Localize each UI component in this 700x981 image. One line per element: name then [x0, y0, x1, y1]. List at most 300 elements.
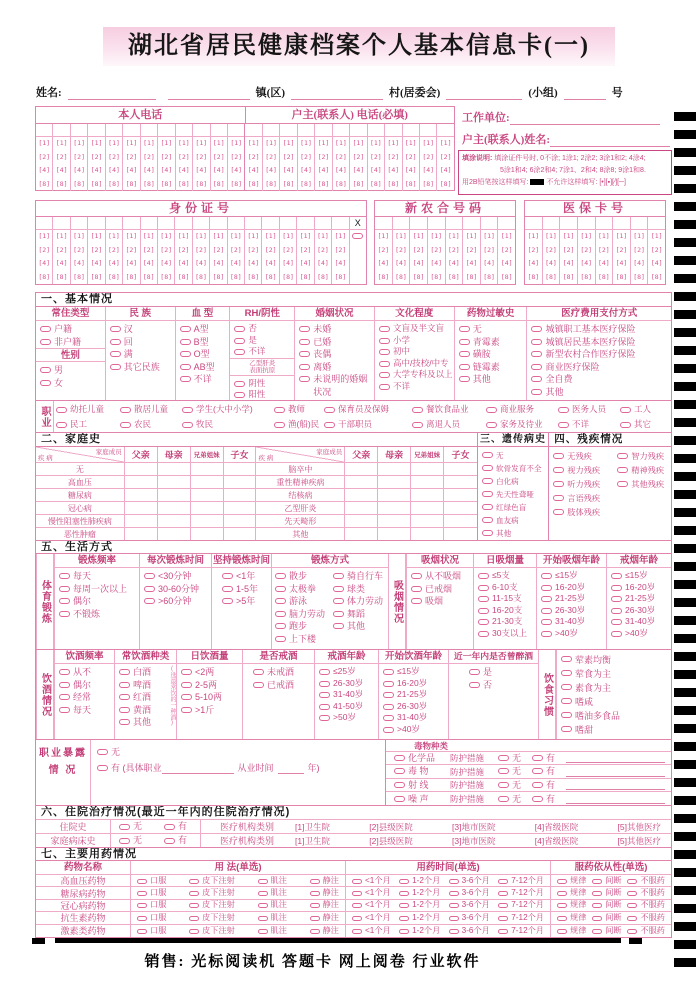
checkbox[interactable]: [274, 422, 285, 428]
digit-bubble[interactable]: [8]: [352, 179, 365, 188]
digit-box[interactable]: [36, 217, 52, 230]
checkbox[interactable]: [253, 682, 264, 688]
checkbox[interactable]: [498, 879, 508, 884]
digit-bubble[interactable]: [4]: [177, 166, 190, 174]
checkbox-option[interactable]: [557, 926, 586, 936]
checkbox[interactable]: [498, 796, 509, 802]
checkbox[interactable]: [275, 636, 286, 642]
checkbox[interactable]: [399, 916, 409, 921]
checkbox[interactable]: [531, 351, 542, 357]
checkbox[interactable]: [59, 586, 70, 592]
checkbox-option[interactable]: [561, 723, 671, 737]
digit-bubble[interactable]: [2]: [317, 152, 330, 161]
checkbox[interactable]: [59, 707, 70, 713]
digit-box[interactable]: [262, 217, 278, 230]
checkbox-option[interactable]: [310, 926, 339, 936]
checkbox-option[interactable]: [253, 679, 314, 692]
digit-bubble[interactable]: [8]: [212, 272, 225, 281]
family-history-cell[interactable]: [345, 528, 378, 540]
checkbox[interactable]: [592, 903, 602, 908]
checkbox-option[interactable]: [189, 876, 235, 886]
checkbox-option[interactable]: [333, 570, 388, 583]
checkbox-option[interactable]: [541, 570, 606, 582]
digit-bubble[interactable]: [8]: [545, 272, 557, 281]
checkbox-option[interactable]: [611, 593, 671, 605]
checkbox-option[interactable]: [59, 666, 114, 679]
checkbox[interactable]: [541, 608, 552, 614]
checkbox-option[interactable]: [532, 779, 566, 792]
family-history-cell[interactable]: [191, 515, 224, 527]
checkbox-option[interactable]: [379, 335, 454, 347]
checkbox-option[interactable]: [310, 900, 339, 910]
checkbox-option[interactable]: [383, 701, 448, 713]
org-option[interactable]: [4]省级医院: [534, 821, 579, 832]
digit-bubble[interactable]: [8]: [404, 179, 417, 188]
digit-bubble[interactable]: [4]: [404, 166, 417, 174]
digit-bubble[interactable]: [4]: [108, 259, 120, 267]
family-history-cell[interactable]: [158, 476, 191, 488]
digit-bubble[interactable]: [1]: [282, 139, 295, 147]
checkbox-option[interactable]: [383, 689, 448, 701]
checkbox[interactable]: [592, 879, 602, 884]
checkbox[interactable]: [352, 903, 362, 908]
family-history-cell[interactable]: [125, 515, 158, 527]
digit-bubble[interactable]: [1]: [229, 232, 242, 240]
checkbox[interactable]: [310, 903, 320, 908]
checkbox[interactable]: [411, 598, 422, 604]
checkbox-option[interactable]: [498, 779, 532, 792]
org-option[interactable]: [5]其他医疗: [617, 821, 661, 832]
checkbox[interactable]: [611, 585, 622, 591]
checkbox[interactable]: [110, 364, 121, 370]
checkbox-option[interactable]: [119, 691, 168, 704]
checkbox-option[interactable]: [352, 888, 391, 898]
checkbox[interactable]: [234, 381, 245, 387]
checkbox-option[interactable]: [459, 336, 527, 349]
digit-bubble[interactable]: [1]: [247, 139, 260, 147]
digit-box[interactable]: [211, 124, 227, 137]
checkbox[interactable]: [532, 796, 543, 802]
family-history-cell[interactable]: [444, 528, 477, 540]
checkbox-option[interactable]: [181, 679, 242, 692]
checkbox-option[interactable]: [324, 404, 412, 414]
checkbox[interactable]: [164, 824, 175, 830]
checkbox-option[interactable]: [532, 752, 566, 765]
digit-box[interactable]: [578, 217, 595, 230]
checkbox[interactable]: [59, 694, 70, 700]
digit-bubble[interactable]: [8]: [160, 272, 173, 281]
digit-box[interactable]: [385, 124, 401, 137]
digit-bubble[interactable]: [1]: [38, 139, 51, 147]
digit-bubble[interactable]: [4]: [335, 166, 347, 174]
family-history-cell[interactable]: [444, 502, 477, 514]
checkbox[interactable]: [119, 682, 130, 688]
checkbox-option[interactable]: [532, 793, 566, 806]
family-history-cell[interactable]: [345, 463, 378, 475]
digit-bubble[interactable]: [2]: [282, 245, 294, 254]
checkbox-option[interactable]: [478, 582, 536, 594]
checkbox-option[interactable]: [40, 323, 105, 336]
checkbox-option[interactable]: [498, 765, 532, 778]
checkbox[interactable]: [617, 481, 628, 487]
digit-bubble[interactable]: [8]: [125, 272, 138, 281]
checkbox-option[interactable]: [275, 583, 330, 596]
checkbox-option[interactable]: [617, 478, 671, 492]
checkbox[interactable]: [40, 339, 51, 345]
family-history-cell[interactable]: [345, 489, 378, 501]
digit-bubble[interactable]: [4]: [230, 166, 243, 174]
checkbox-option[interactable]: [299, 361, 374, 374]
checkbox-option[interactable]: [234, 346, 294, 358]
digit-bubble[interactable]: [4]: [369, 166, 382, 174]
checkbox-option[interactable]: [299, 336, 374, 349]
checkbox[interactable]: [399, 879, 409, 884]
checkbox[interactable]: [299, 351, 310, 357]
checkbox-option[interactable]: [234, 378, 294, 390]
checkbox[interactable]: [383, 715, 394, 721]
checkbox-option[interactable]: [482, 501, 548, 514]
checkbox-option[interactable]: [119, 704, 168, 717]
digit-box[interactable]: [123, 124, 139, 137]
checkbox-option[interactable]: [144, 595, 211, 608]
checkbox-option[interactable]: [553, 464, 613, 478]
digit-bubble[interactable]: [8]: [108, 179, 120, 188]
digit-bubble[interactable]: [4]: [265, 166, 277, 174]
digit-bubble[interactable]: [2]: [108, 152, 120, 161]
digit-bubble[interactable]: [1]: [465, 232, 478, 240]
digit-box[interactable]: [88, 217, 104, 230]
checkbox[interactable]: [498, 929, 508, 934]
digit-bubble[interactable]: [8]: [142, 272, 155, 281]
org-option[interactable]: [2]县级医院: [369, 821, 413, 832]
digit-bubble[interactable]: [2]: [483, 245, 495, 254]
checkbox[interactable]: [59, 611, 70, 617]
checkbox-option[interactable]: [275, 570, 330, 583]
digit-bubble[interactable]: [4]: [125, 259, 138, 267]
checkbox[interactable]: [253, 669, 264, 675]
name-field[interactable]: [68, 88, 156, 100]
family-history-cell[interactable]: [158, 528, 191, 540]
digit-bubble[interactable]: [8]: [317, 272, 329, 281]
checkbox-option[interactable]: [333, 583, 388, 596]
protection-detail-field[interactable]: [566, 767, 665, 777]
checkbox[interactable]: [394, 782, 405, 788]
checkbox[interactable]: [120, 407, 131, 413]
digit-bubble[interactable]: [1]: [73, 139, 85, 147]
checkbox[interactable]: [119, 669, 130, 675]
checkbox[interactable]: [557, 916, 567, 921]
checkbox-option[interactable]: [394, 793, 450, 806]
family-history-cell[interactable]: [378, 528, 411, 540]
checkbox[interactable]: [110, 339, 121, 345]
digit-bubble[interactable]: [2]: [55, 152, 68, 161]
digit-bubble[interactable]: [1]: [212, 139, 225, 147]
checkbox-option[interactable]: [394, 765, 450, 778]
digit-bubble[interactable]: [8]: [580, 272, 593, 281]
digit-box[interactable]: [158, 217, 174, 230]
checkbox[interactable]: [299, 376, 310, 382]
digit-bubble[interactable]: [8]: [195, 272, 207, 281]
checkbox[interactable]: [482, 504, 493, 510]
checkbox-option[interactable]: [627, 926, 665, 936]
org-option[interactable]: [4]省级医院: [534, 835, 579, 846]
checkbox[interactable]: [333, 598, 344, 604]
family-history-cell[interactable]: [158, 515, 191, 527]
checkbox[interactable]: [553, 467, 564, 473]
checkbox-option[interactable]: [482, 488, 548, 501]
digit-box[interactable]: [210, 217, 226, 230]
digit-bubble[interactable]: [4]: [38, 259, 51, 267]
digit-bubble[interactable]: [4]: [483, 259, 495, 267]
checkbox[interactable]: [379, 372, 390, 378]
checkbox[interactable]: [299, 326, 310, 332]
checkbox-option[interactable]: [449, 876, 490, 886]
digit-bubble[interactable]: [2]: [90, 245, 103, 254]
checkbox-option[interactable]: [180, 323, 230, 336]
digit-bubble[interactable]: [4]: [247, 259, 260, 267]
digit-box[interactable]: [315, 217, 331, 230]
checkbox[interactable]: [611, 608, 622, 614]
checkbox[interactable]: [333, 611, 344, 617]
checkbox-option[interactable]: [119, 666, 168, 679]
checkbox-option[interactable]: [119, 821, 142, 832]
digit-bubble[interactable]: [1]: [195, 139, 208, 147]
checkbox[interactable]: [189, 879, 199, 884]
checkbox[interactable]: [482, 478, 493, 484]
checkbox[interactable]: [180, 351, 191, 357]
digit-bubble[interactable]: [2]: [125, 152, 138, 161]
digit-bubble[interactable]: [1]: [299, 232, 312, 240]
checkbox[interactable]: [379, 326, 390, 332]
digit-bubble[interactable]: [4]: [212, 166, 225, 174]
house-number-field[interactable]: [564, 88, 606, 100]
checkbox[interactable]: [478, 596, 489, 602]
digit-bubble[interactable]: [1]: [38, 232, 51, 240]
org-option[interactable]: [3]地市医院: [452, 835, 496, 846]
digit-box[interactable]: [193, 217, 209, 230]
digit-bubble[interactable]: [4]: [73, 166, 85, 174]
checkbox-option[interactable]: [553, 478, 613, 492]
digit-bubble[interactable]: [2]: [247, 245, 260, 254]
digit-bubble[interactable]: [1]: [580, 232, 593, 240]
checkbox-option[interactable]: [189, 913, 235, 923]
checkbox-option[interactable]: [561, 667, 671, 681]
family-history-cell[interactable]: [444, 463, 477, 475]
checkbox[interactable]: [394, 755, 405, 761]
digit-bubble[interactable]: [2]: [412, 245, 425, 254]
digit-bubble[interactable]: [1]: [90, 139, 103, 147]
digit-bubble[interactable]: [1]: [90, 232, 103, 240]
protection-detail-field[interactable]: [566, 753, 665, 763]
digit-bubble[interactable]: [8]: [300, 179, 312, 188]
digit-bubble[interactable]: [4]: [73, 259, 85, 267]
digit-bubble[interactable]: [8]: [562, 272, 575, 281]
digit-box[interactable]: [543, 217, 560, 230]
checkbox-option[interactable]: [627, 888, 665, 898]
checkbox[interactable]: [412, 422, 423, 428]
digit-bubble[interactable]: [1]: [108, 139, 120, 147]
checkbox-option[interactable]: [541, 616, 606, 628]
checkbox[interactable]: [449, 891, 459, 896]
family-history-cell[interactable]: [125, 489, 158, 501]
checkbox-option[interactable]: [97, 762, 162, 775]
digit-box[interactable]: [333, 124, 349, 137]
digit-bubble[interactable]: [2]: [73, 152, 85, 161]
checkbox[interactable]: [258, 929, 268, 934]
checkbox-option[interactable]: [541, 605, 606, 617]
family-history-cell[interactable]: [411, 463, 444, 475]
checkbox-option[interactable]: [274, 404, 324, 414]
digit-bubble[interactable]: [2]: [335, 152, 347, 161]
checkbox[interactable]: [541, 631, 552, 637]
checkbox[interactable]: [59, 669, 70, 675]
checkbox-option[interactable]: [412, 404, 486, 414]
digit-bubble[interactable]: [4]: [447, 259, 460, 267]
digit-bubble[interactable]: [2]: [38, 152, 51, 161]
checkbox[interactable]: [379, 338, 390, 344]
checkbox-option[interactable]: [181, 691, 242, 704]
checkbox[interactable]: [531, 376, 542, 382]
digit-box[interactable]: [420, 124, 436, 137]
checkbox-option[interactable]: [352, 900, 391, 910]
digit-bubble[interactable]: [8]: [55, 272, 68, 281]
checkbox-option[interactable]: [222, 583, 271, 596]
digit-box[interactable]: [175, 217, 191, 230]
checkbox-option[interactable]: [182, 419, 274, 429]
digit-box[interactable]: [106, 124, 122, 137]
checkbox[interactable]: [310, 916, 320, 921]
checkbox-option[interactable]: [181, 704, 242, 717]
digit-bubble[interactable]: [1]: [483, 232, 495, 240]
family-history-cell[interactable]: [411, 515, 444, 527]
digit-bubble[interactable]: [1]: [430, 232, 443, 240]
checkbox-option[interactable]: [611, 616, 671, 628]
digit-bubble[interactable]: [4]: [247, 166, 260, 174]
checkbox-option[interactable]: [541, 582, 606, 594]
digit-bubble[interactable]: [4]: [377, 259, 390, 267]
checkbox[interactable]: [164, 838, 175, 844]
digit-bubble[interactable]: [2]: [500, 245, 513, 254]
digit-bubble[interactable]: [2]: [395, 245, 407, 254]
checkbox[interactable]: [557, 879, 567, 884]
checkbox[interactable]: [222, 573, 233, 579]
checkbox-option[interactable]: [137, 926, 166, 936]
checkbox-option[interactable]: [258, 913, 287, 923]
family-history-cell[interactable]: [444, 515, 477, 527]
digit-box[interactable]: [648, 217, 665, 230]
checkbox-option[interactable]: [531, 361, 671, 374]
digit-box[interactable]: [106, 217, 122, 230]
family-history-cell[interactable]: [191, 463, 224, 475]
checkbox-option[interactable]: [275, 608, 330, 621]
checkbox[interactable]: [498, 782, 509, 788]
digit-bubble[interactable]: [8]: [615, 272, 628, 281]
digit-bubble[interactable]: [8]: [430, 272, 443, 281]
checkbox[interactable]: [561, 726, 572, 732]
digit-bubble[interactable]: [2]: [447, 245, 460, 254]
checkbox[interactable]: [449, 903, 459, 908]
digit-bubble[interactable]: [8]: [439, 179, 452, 188]
checkbox[interactable]: [181, 669, 192, 675]
checkbox[interactable]: [482, 452, 493, 458]
checkbox-option[interactable]: [611, 570, 671, 582]
digit-bubble[interactable]: [8]: [334, 272, 347, 281]
digit-bubble[interactable]: [1]: [334, 232, 347, 240]
checkbox[interactable]: [541, 573, 552, 579]
digit-bubble[interactable]: [1]: [177, 139, 190, 147]
checkbox[interactable]: [258, 879, 268, 884]
digit-box[interactable]: [71, 124, 87, 137]
digit-bubble[interactable]: [2]: [377, 245, 390, 254]
checkbox[interactable]: [478, 619, 489, 625]
digit-bubble[interactable]: [4]: [108, 166, 120, 174]
checkbox-option[interactable]: [498, 793, 532, 806]
checkbox[interactable]: [119, 824, 130, 830]
digit-bubble[interactable]: [8]: [500, 272, 513, 281]
checkbox-option[interactable]: [449, 926, 490, 936]
digit-bubble[interactable]: [4]: [352, 166, 365, 174]
checkbox-option[interactable]: [234, 389, 294, 400]
checkbox-option[interactable]: [383, 678, 448, 690]
digit-box[interactable]: [193, 124, 209, 137]
checkbox-option[interactable]: [180, 373, 230, 386]
digit-bubble[interactable]: [8]: [230, 179, 243, 188]
digit-box[interactable]: [596, 217, 613, 230]
checkbox[interactable]: [498, 916, 508, 921]
checkbox[interactable]: [482, 465, 493, 471]
checkbox[interactable]: [258, 916, 268, 921]
checkbox-option[interactable]: [482, 527, 548, 540]
checkbox[interactable]: [449, 879, 459, 884]
checkbox-option[interactable]: [164, 821, 187, 832]
digit-bubble[interactable]: [4]: [299, 259, 312, 267]
checkbox-option[interactable]: [352, 926, 391, 936]
family-history-cell[interactable]: [224, 528, 257, 540]
org-option[interactable]: [3]地市医院: [452, 821, 496, 832]
checkbox-option[interactable]: [459, 361, 527, 374]
checkbox[interactable]: [119, 694, 130, 700]
protection-detail-field[interactable]: [566, 780, 665, 790]
digit-bubble[interactable]: [2]: [177, 245, 190, 254]
digit-box[interactable]: [298, 124, 314, 137]
digit-bubble[interactable]: [1]: [615, 232, 628, 240]
digit-bubble[interactable]: [2]: [230, 152, 243, 161]
checkbox-option[interactable]: [324, 419, 412, 429]
checkbox-option[interactable]: [558, 419, 620, 429]
checkbox[interactable]: [144, 586, 155, 592]
digit-box[interactable]: [141, 124, 157, 137]
checkbox[interactable]: [110, 351, 121, 357]
checkbox-option[interactable]: [275, 595, 330, 608]
checkbox-option[interactable]: [557, 876, 586, 886]
family-history-cell[interactable]: [444, 489, 477, 501]
checkbox[interactable]: [627, 903, 637, 908]
checkbox-option[interactable]: [110, 336, 175, 349]
digit-box[interactable]: [245, 217, 261, 230]
digit-box[interactable]: [88, 124, 104, 137]
digit-bubble[interactable]: [4]: [300, 166, 312, 174]
checkbox[interactable]: [561, 712, 572, 718]
checkbox[interactable]: [110, 326, 121, 332]
checkbox-option[interactable]: [56, 419, 120, 429]
checkbox[interactable]: [611, 596, 622, 602]
digit-bubble[interactable]: [1]: [377, 232, 390, 240]
digit-bubble[interactable]: [2]: [108, 245, 120, 254]
checkbox[interactable]: [411, 586, 422, 592]
digit-bubble[interactable]: [1]: [108, 232, 120, 240]
checkbox[interactable]: [181, 694, 192, 700]
digit-bubble[interactable]: [8]: [38, 272, 51, 281]
